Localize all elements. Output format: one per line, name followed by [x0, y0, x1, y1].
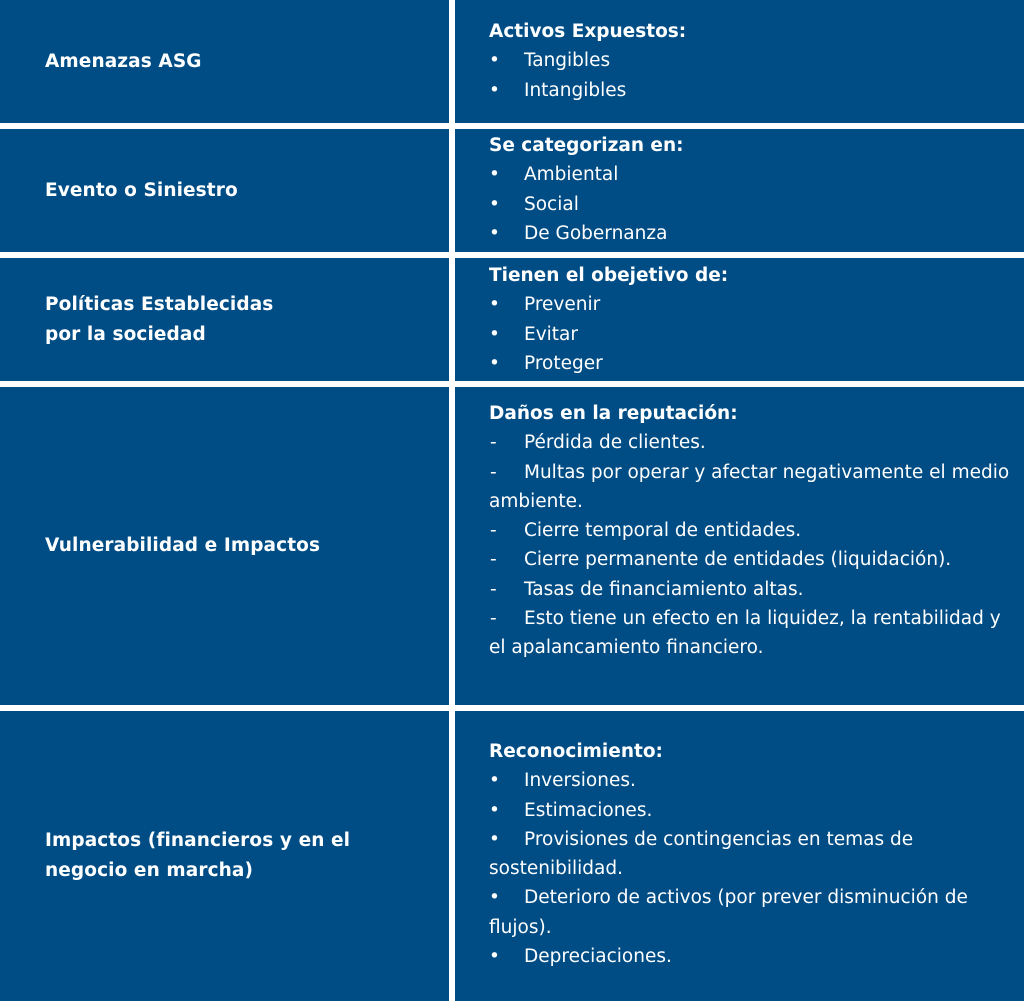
list-item: • Evitar — [489, 320, 1014, 349]
list-item: - Pérdida de clientes. — [489, 428, 1014, 457]
row-label-cell — [0, 258, 449, 381]
bullet-marker: • — [489, 770, 500, 792]
bullet-marker: • — [489, 946, 500, 968]
list-item: • Estimaciones. — [489, 796, 1014, 825]
row-label-cell — [0, 387, 449, 705]
row-content — [489, 17, 1014, 105]
table-row — [0, 129, 1024, 252]
list-item: - Cierre temporal de entidades. — [489, 516, 1014, 545]
list-item: • Deterioro de activos (por prever disminución de flujos). — [489, 883, 1014, 942]
row-label: Impactos (financieros y en el negocio en marcha) — [45, 830, 351, 881]
list-item: - Cierre permanente de entidades (liquidación). — [489, 545, 1014, 574]
dash-marker: - — [490, 608, 497, 630]
content-heading: Se categorizan en: — [489, 135, 684, 156]
row-label-cell — [0, 0, 449, 123]
list-item: - Tasas de financiamiento altas. — [489, 575, 1014, 604]
row-content — [489, 399, 1014, 663]
content-heading: Activos Expuestos: — [489, 21, 687, 42]
content-heading: Tienen el obejetivo de: — [489, 265, 729, 286]
bullet-marker: • — [489, 352, 500, 374]
dash-marker: - — [490, 549, 497, 571]
dash-marker: - — [490, 578, 497, 600]
dash-marker: - — [490, 520, 497, 542]
content-heading: Daños en la reputación: — [489, 403, 738, 424]
list-item: • Tangibles — [489, 46, 1014, 75]
list-item: • Depreciaciones. — [489, 942, 1014, 971]
row-content-cell — [455, 387, 1024, 705]
list-item: • De Gobernanza — [489, 219, 1014, 248]
list-item: - Multas por operar y afectar negativamente el medio ambiente. — [489, 458, 1014, 517]
bullet-marker: • — [489, 79, 500, 101]
table-row — [0, 711, 1024, 1001]
list-item: • Social — [489, 190, 1014, 219]
dash-marker: - — [490, 461, 497, 483]
bullet-marker: • — [489, 193, 500, 215]
row-content-cell — [455, 711, 1024, 1001]
row-label: Evento o Siniestro — [45, 179, 238, 201]
list-item: - Esto tiene un efecto en la liquidez, la rentabilidad y el apalancamiento financiero. — [489, 604, 1014, 663]
row-label: Políticas Establecidas por la sociedad — [45, 293, 274, 345]
row-content — [489, 131, 1014, 248]
row-content-cell — [455, 0, 1024, 123]
list-item: • Prevenir — [489, 290, 1014, 319]
table-row — [0, 0, 1024, 123]
bullet-marker: • — [489, 799, 500, 821]
list-item: • Inversiones. — [489, 766, 1014, 795]
row-content-cell — [455, 129, 1024, 252]
content-heading: Reconocimiento: — [489, 741, 663, 762]
bullet-marker: • — [489, 887, 500, 909]
bullet-marker: • — [489, 50, 500, 72]
list-item: • Provisiones de contingencias en temas de sostenibilidad. — [489, 825, 1014, 884]
table-row — [0, 387, 1024, 705]
bullet-marker: • — [489, 828, 500, 850]
list-item: • Intangibles — [489, 76, 1014, 105]
list-item: • Ambiental — [489, 160, 1014, 189]
row-label-cell — [0, 711, 449, 1001]
row-content-cell — [455, 258, 1024, 381]
dash-marker: - — [490, 432, 497, 454]
list-item: • Proteger — [489, 349, 1014, 378]
row-label: Vulnerabilidad e Impactos — [45, 535, 321, 556]
row-label-cell — [0, 129, 449, 252]
row-content — [489, 261, 1014, 378]
row-content — [489, 737, 1014, 971]
bullet-marker: • — [489, 222, 500, 244]
bullet-marker: • — [489, 164, 500, 186]
table-row — [0, 258, 1024, 381]
row-label: Amenazas ASG — [45, 50, 202, 72]
bullet-marker: • — [489, 323, 500, 345]
bullet-marker: • — [489, 294, 500, 316]
